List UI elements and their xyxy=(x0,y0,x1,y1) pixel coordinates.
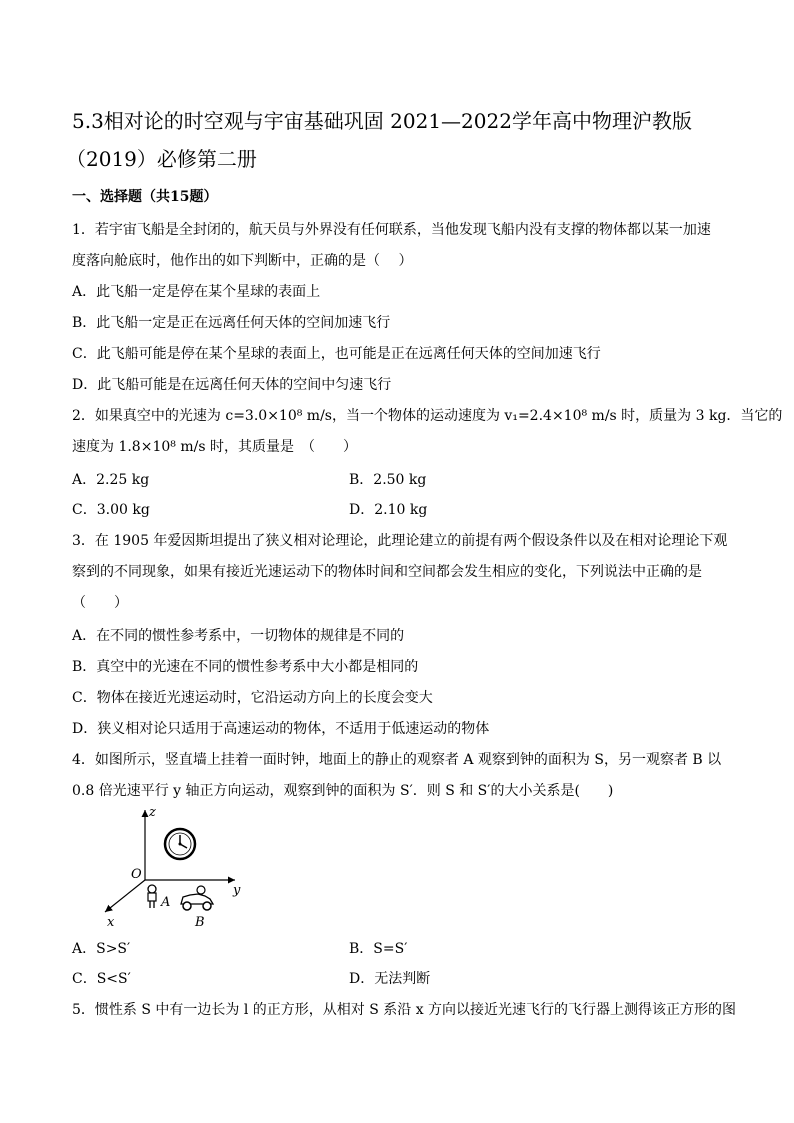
q4-stem-line-1: 4．如图所示，竖直墙上挂着一面时钟，地面上的静止的观察者 A 观察到钟的面积为 S，另一观察者 B 以 xyxy=(72,752,722,768)
observer-a-label: A xyxy=(161,895,171,910)
q4-stem-line-2: 0.8 倍光速平行 y 轴正方向运动，观察到钟的面积为 S′．则 S 和 S′的大小关系是( ) xyxy=(72,783,614,799)
y-axis-label: y xyxy=(233,883,241,898)
document-title xyxy=(66,102,732,178)
q2-option-d: D．2.10 kg xyxy=(349,502,428,518)
q4-option-b: B．S=S′ xyxy=(349,941,408,957)
q2-stem-line-2: 速度为 1.8×10⁸ m/s 时，其质量是 （ ） xyxy=(72,439,357,455)
section-heading: 一、选择题（共15题） xyxy=(72,189,218,205)
q1-option-a: A．此飞船一定是停在某个星球的表面上 xyxy=(72,284,321,300)
q3-option-c: C．物体在接近光速运动时，它沿运动方向上的长度会变大 xyxy=(72,690,433,706)
q3-stem-line-1: 3．在 1905 年爱因斯坦提出了狭义相对论理论，此理论建立的前提有两个假设条件以及在相对论理论下观 xyxy=(72,533,728,549)
car-icon xyxy=(181,886,213,910)
q2-option-b: B．2.50 kg xyxy=(349,472,427,488)
q5-stem-line-1: 5．惯性系 S 中有一边长为 l 的正方形，从相对 S 系沿 x 方向以接近光速飞行的飞行器上测得该正方形的图 xyxy=(72,1002,737,1018)
x-axis xyxy=(105,880,145,912)
q4-figure xyxy=(95,802,265,930)
q2-option-a: A．2.25 kg xyxy=(72,472,150,488)
observer-b-label: B xyxy=(195,915,205,930)
q1-option-d: D．此飞船可能是在远离任何天体的空间中匀速飞行 xyxy=(72,377,392,393)
x-axis-label: x xyxy=(107,915,115,930)
q3-option-a: A．在不同的惯性参考系中，一切物体的规律是不同的 xyxy=(72,628,405,644)
title-line-2: （2019）必修第二册 xyxy=(66,147,257,171)
q1-option-b: B．此飞船一定是正在远离任何天体的空间加速飞行 xyxy=(72,315,391,331)
q2-option-c: C．3.00 kg xyxy=(72,502,150,518)
q3-stem-line-2: 察到的不同现象，如果有接近光速运动下的物体时间和空间都会发生相应的变化，下列说法中正确的是 xyxy=(72,564,702,580)
q3-option-d: D．狭义相对论只适用于高速运动的物体，不适用于低速运动的物体 xyxy=(72,721,490,737)
q3-option-b: B．真空中的光速在不同的惯性参考系中大小都是相同的 xyxy=(72,659,419,675)
q4-option-c: C．S<S′ xyxy=(72,971,131,987)
q1-stem-line-2: 度落向舱底时，他作出的如下判断中，正确的是（ ） xyxy=(72,253,413,269)
origin-label: O xyxy=(131,867,142,882)
q1-stem-line-1: 1．若宇宙飞船是全封闭的，航天员与外界没有任何联系，当他发现飞船内没有支撑的物体都以某一加速 xyxy=(72,222,711,238)
clock-icon xyxy=(165,829,195,859)
z-axis-label: z xyxy=(149,805,156,820)
q1-option-c: C．此飞船可能是停在某个星球的表面上，也可能是正在远离任何天体的空间加速飞行 xyxy=(72,346,601,362)
observer-a-icon xyxy=(148,885,156,908)
title-line-1: 5.3相对论的时空观与宇宙基础巩固 2021—2022学年高中物理沪教版 xyxy=(72,109,692,133)
q4-option-d: D．无法判断 xyxy=(349,971,431,987)
q3-stem-line-3: （ ） xyxy=(72,595,128,611)
q2-stem-line-1: 2．如果真空中的光速为 c=3.0×10⁸ m/s，当一个物体的运动速度为 v₁=2.4×10⁸ m/s 时，质量为 3 kg．当它的 xyxy=(72,408,783,424)
q4-option-a: A．S>S′ xyxy=(72,941,131,957)
